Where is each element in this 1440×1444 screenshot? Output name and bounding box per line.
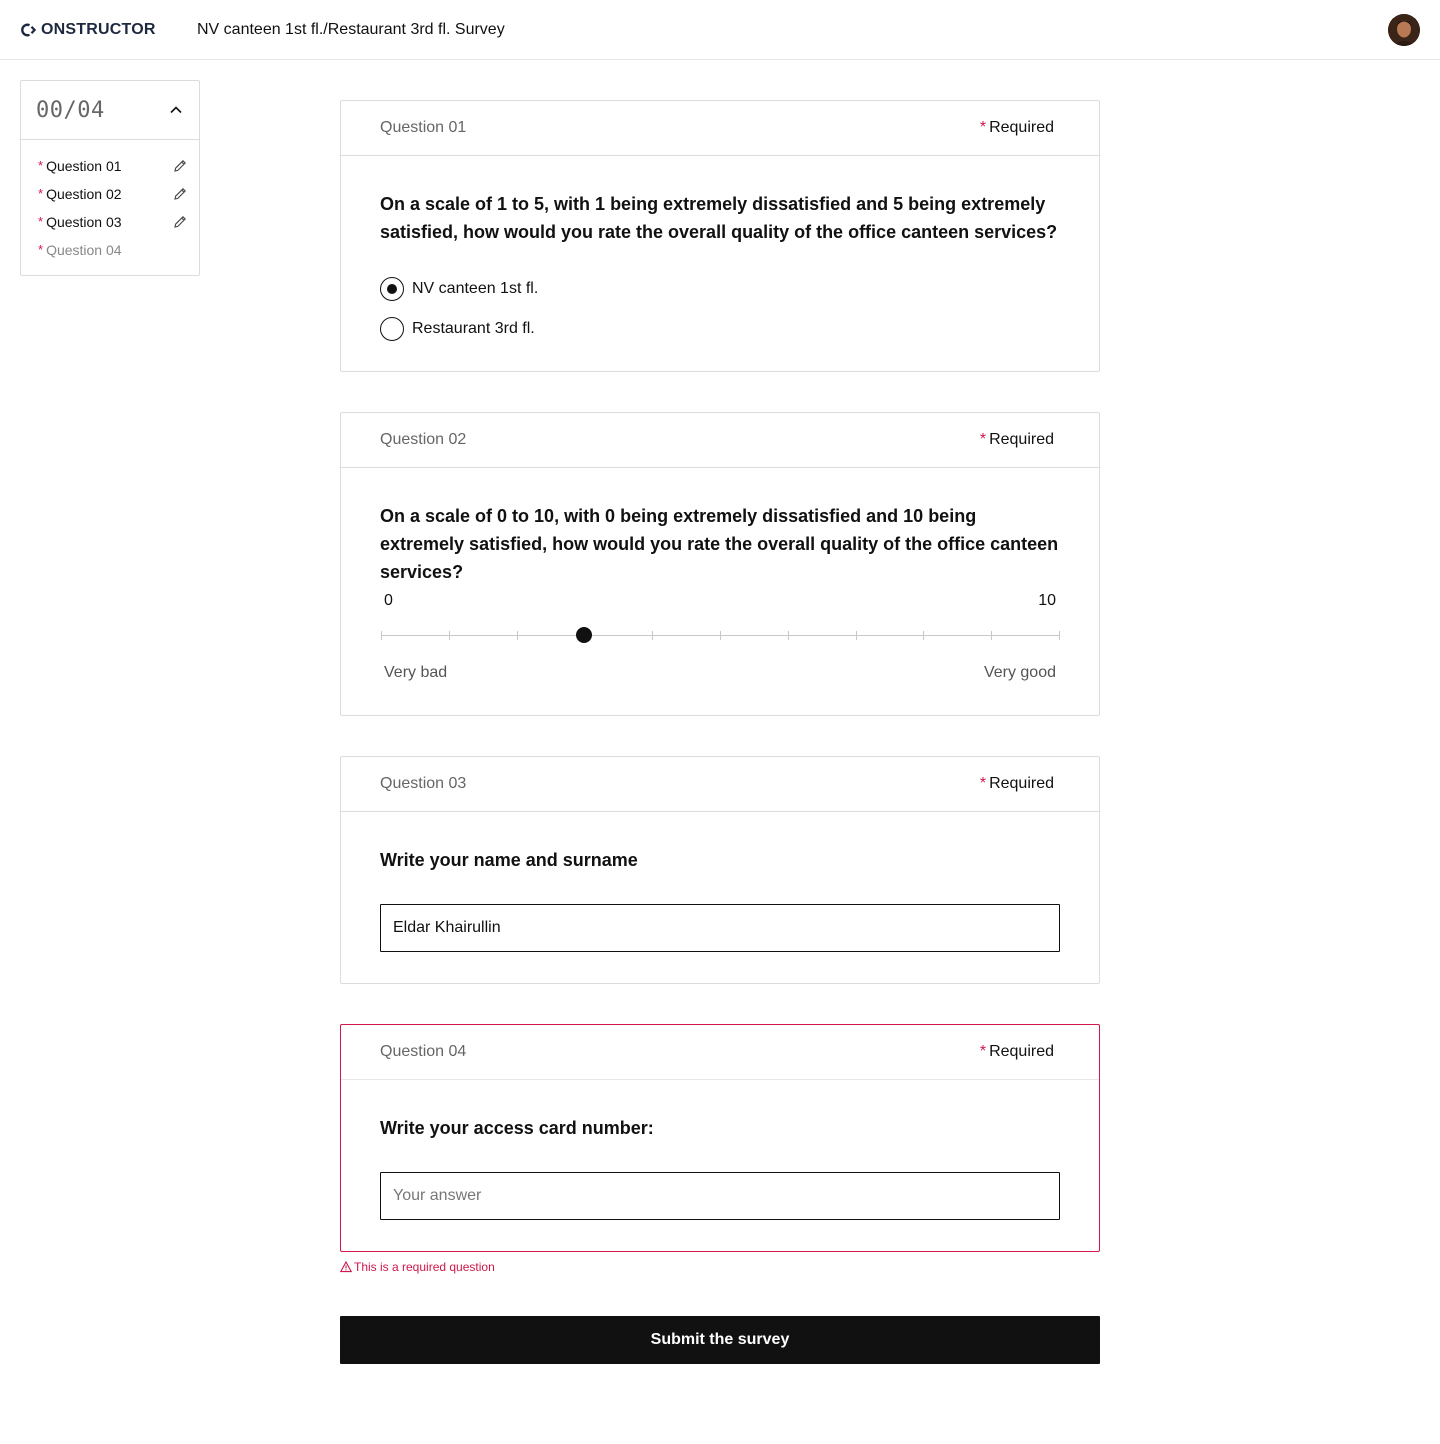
question-header bbox=[341, 757, 1099, 812]
required-error-message bbox=[340, 1260, 495, 1274]
scale-max-label: Very good bbox=[983, 664, 1056, 681]
slider-tick bbox=[449, 631, 450, 640]
logo-text: ONSTRUCTOR bbox=[41, 21, 156, 38]
pencil-icon[interactable] bbox=[172, 158, 188, 174]
error-text: This is a required question bbox=[354, 1260, 495, 1274]
question-number: Question 03 bbox=[380, 775, 467, 792]
radio-button[interactable] bbox=[380, 317, 404, 341]
required-label: * Required bbox=[979, 119, 1054, 136]
avatar-icon bbox=[1388, 14, 1420, 46]
required-label: * Required bbox=[979, 431, 1054, 448]
slider-thumb[interactable] bbox=[576, 627, 592, 643]
required-marker: * bbox=[38, 242, 44, 257]
navigator-item-question-03[interactable] bbox=[38, 213, 188, 231]
radio-option-restaurant[interactable] bbox=[380, 317, 535, 341]
navigator-item-question-04[interactable] bbox=[38, 241, 188, 259]
slider-tick bbox=[991, 631, 992, 640]
progress-counter: 00/04 bbox=[36, 98, 105, 123]
question-card-03 bbox=[340, 756, 1100, 984]
slider-tick bbox=[381, 631, 382, 640]
slider-tick bbox=[856, 631, 857, 640]
question-text: Write your access card number: bbox=[380, 1118, 654, 1138]
question-number: Question 02 bbox=[380, 431, 467, 448]
constructor-logo[interactable] bbox=[20, 20, 156, 40]
page-title: NV canteen 1st fl./Restaurant 3rd fl. Survey bbox=[197, 21, 505, 38]
slider-tick bbox=[720, 631, 721, 640]
navigator-header bbox=[21, 81, 199, 140]
slider-tick bbox=[652, 631, 653, 640]
radio-option-label: NV canteen 1st fl. bbox=[412, 280, 539, 297]
warning-icon bbox=[340, 1261, 352, 1273]
required-marker: * bbox=[38, 186, 44, 201]
question-card-01 bbox=[340, 100, 1100, 372]
top-bar bbox=[0, 0, 1440, 60]
rating-slider[interactable] bbox=[381, 635, 1059, 636]
question-card-02 bbox=[340, 412, 1100, 716]
scale-max-value: 10 bbox=[1038, 592, 1056, 609]
user-avatar[interactable] bbox=[1388, 14, 1420, 46]
navigator-item-label: Question 04 bbox=[46, 242, 122, 258]
pencil-icon[interactable] bbox=[172, 186, 188, 202]
question-number: Question 04 bbox=[380, 1043, 467, 1060]
pencil-icon[interactable] bbox=[172, 214, 188, 230]
question-card-04 bbox=[340, 1024, 1100, 1252]
question-header bbox=[341, 101, 1099, 156]
navigator-item-label: Question 03 bbox=[46, 214, 122, 230]
navigator-item-question-02[interactable] bbox=[38, 185, 188, 203]
slider-tick bbox=[517, 631, 518, 640]
radio-option-nv-canteen[interactable] bbox=[380, 277, 538, 301]
submit-survey-button[interactable]: Submit the survey bbox=[340, 1316, 1100, 1364]
question-text: Write your name and surname bbox=[380, 850, 638, 870]
slider-tick bbox=[788, 631, 789, 640]
collapse-button[interactable] bbox=[167, 101, 185, 119]
question-text: On a scale of 1 to 5, with 1 being extremely dissatisfied and 5 being extremely satisfied, how would you rate the overall quality of the office canteen services? bbox=[380, 194, 1058, 242]
question-header bbox=[341, 1025, 1099, 1080]
question-header bbox=[341, 413, 1099, 468]
required-marker: * bbox=[38, 214, 44, 229]
radio-button-checked[interactable] bbox=[380, 277, 404, 301]
required-label: * Required bbox=[979, 1043, 1054, 1060]
name-input[interactable] bbox=[380, 904, 1060, 952]
navigator-item-label: Question 01 bbox=[46, 158, 122, 174]
navigator-item-question-01[interactable] bbox=[38, 157, 188, 175]
question-number: Question 01 bbox=[380, 119, 467, 136]
access-card-input[interactable] bbox=[380, 1172, 1060, 1220]
required-marker: * bbox=[38, 158, 44, 173]
slider-tick bbox=[923, 631, 924, 640]
question-navigator bbox=[20, 80, 200, 276]
scale-min-label: Very bad bbox=[384, 664, 448, 681]
slider-tick bbox=[1059, 631, 1060, 640]
navigator-item-label: Question 02 bbox=[46, 186, 122, 202]
question-text: On a scale of 0 to 10, with 0 being extremely dissatisfied and 10 being extremely satisfied, how would you rate the overall quality of the office canteen services? bbox=[380, 506, 1059, 582]
scale-min-value: 0 bbox=[384, 592, 393, 609]
chevron-up-icon bbox=[170, 106, 182, 114]
required-label: * Required bbox=[979, 775, 1054, 792]
logo-mark-icon bbox=[20, 22, 40, 38]
radio-option-label: Restaurant 3rd fl. bbox=[412, 320, 535, 337]
